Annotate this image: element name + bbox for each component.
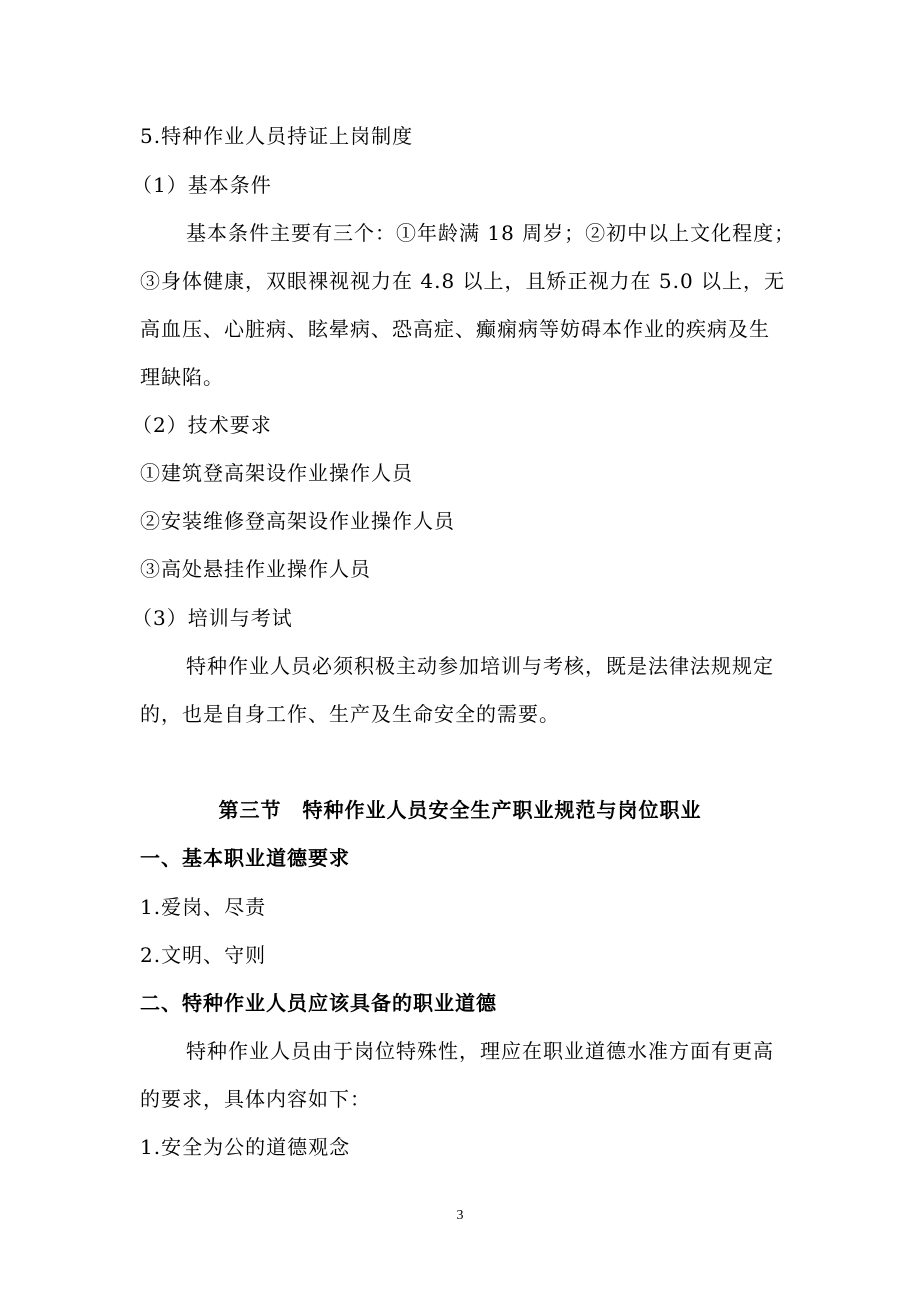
heading-2-paragraph-line-2: 的要求，具体内容如下： xyxy=(140,1087,371,1111)
sub3-title: （3）培训与考试 xyxy=(132,606,293,630)
sub3-paragraph-line-2: 的，也是自身工作、生产及生命安全的需要。 xyxy=(140,702,560,726)
sub1-paragraph-line-3: 高血压、心脏病、眩晕病、恐高症、癫痫病等妨碍本作业的疾病及生 xyxy=(140,317,770,341)
section-3-title: 第三节 特种作业人员安全生产职业规范与岗位职业 xyxy=(218,798,702,822)
sub2-item-3: ③高处悬挂作业操作人员 xyxy=(140,557,371,581)
sub1-paragraph-line-1: 基本条件主要有三个：①年龄满 18 周岁；②初中以上文化程度； xyxy=(186,221,796,245)
heading-2-item-1: 1.安全为公的道德观念 xyxy=(140,1135,351,1159)
sub1-paragraph-line-2: ③身体健康，双眼裸视视力在 4.8 以上，且矫正视力在 5.0 以上，无 xyxy=(140,269,786,293)
heading-2-title: 二、特种作业人员应该具备的职业道德 xyxy=(140,991,497,1015)
sub3-paragraph-line-1: 特种作业人员必须积极主动参加培训与考核，既是法律法规规定 xyxy=(186,654,774,678)
page-number: 3 xyxy=(456,1208,464,1223)
heading-1-title: 一、基本职业道德要求 xyxy=(140,846,350,870)
sub2-title: （2）技术要求 xyxy=(132,413,272,437)
sub2-item-2: ②安装维修登高架设作业操作人员 xyxy=(140,509,455,533)
sub1-paragraph-line-4: 理缺陷。 xyxy=(140,365,224,389)
item5-title: 5.特种作业人员持证上岗制度 xyxy=(140,124,414,148)
sub2-item-1: ①建筑登高架设作业操作人员 xyxy=(140,461,413,485)
sub1-title: （1）基本条件 xyxy=(132,173,272,197)
heading-2-paragraph-line-1: 特种作业人员由于岗位特殊性，理应在职业道德水准方面有更高 xyxy=(186,1039,774,1063)
heading-1-item-1: 1.爱岗、尽责 xyxy=(140,895,267,919)
heading-1-item-2: 2.文明、守则 xyxy=(140,943,267,967)
